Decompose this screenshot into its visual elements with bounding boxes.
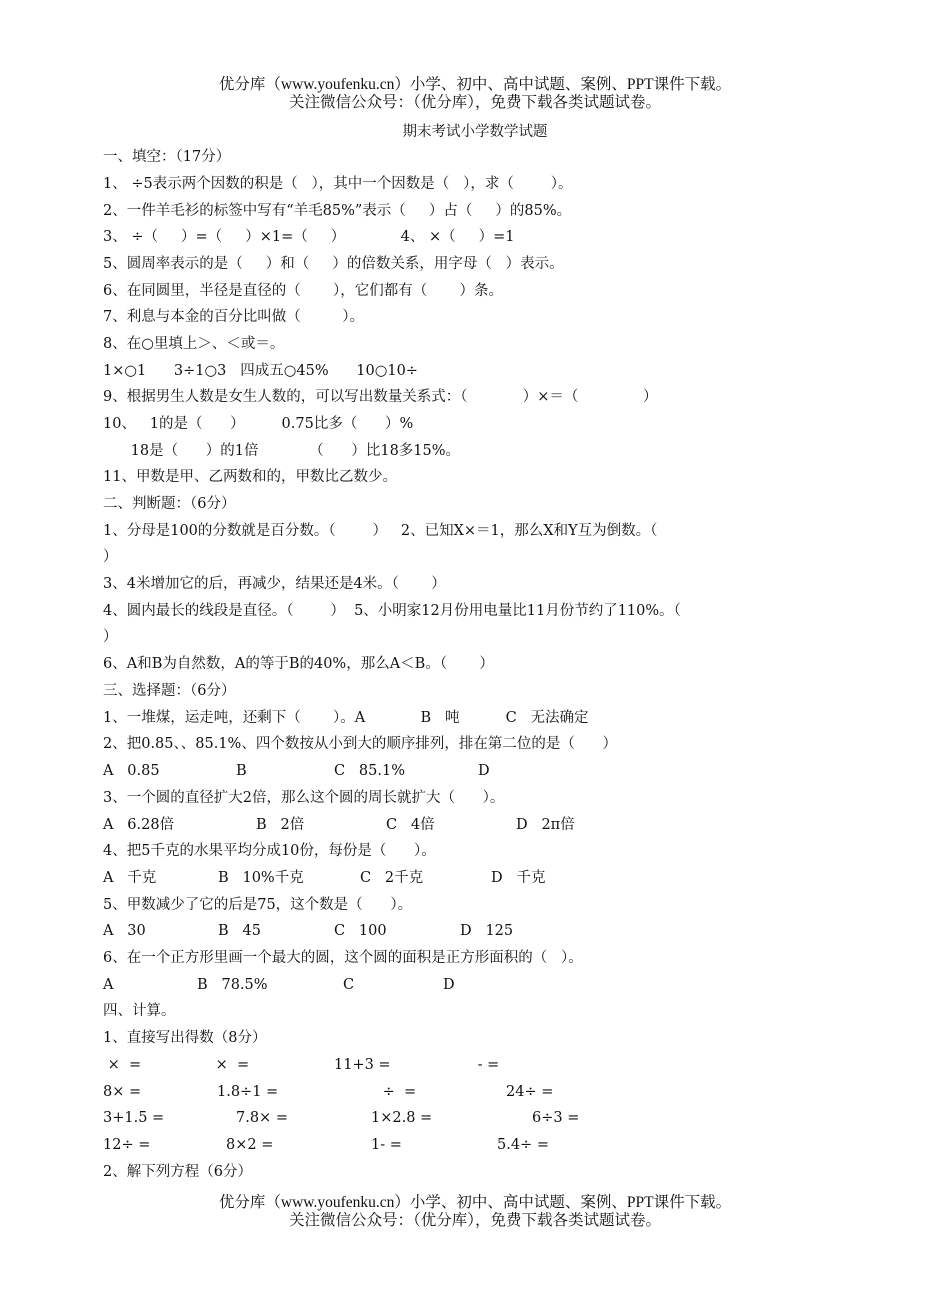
- choice-q4: 4、把5千克的水果平均分成10份，每份是（ ）。: [103, 843, 436, 859]
- calc-r2-c4: 24÷ =: [506, 1084, 554, 1100]
- fill-q1: 1、 ÷5表示两个因数的积是（ ），其中一个因数是（ ），求（ ）。: [103, 176, 573, 192]
- choice-q2-option-d: D: [478, 763, 490, 779]
- calc-r2-c1: 8× =: [103, 1084, 142, 1100]
- choice-q5-option-a: A 30: [103, 923, 146, 939]
- fill-q9: 9、根据男生人数是女生人数的，可以写出数量关系式：（ ）×＝（ ）: [103, 389, 658, 405]
- fill-q8: 8、在○里填上＞、＜或＝。: [103, 336, 285, 352]
- calc-r2-c2: 1.8÷1 =: [217, 1084, 279, 1100]
- footer-line-1: 优分库（www.youfenku.cn）小学、初中、高中试题、案例、PPT课件下载。: [218, 1194, 732, 1211]
- judge-q2-end: ）: [103, 549, 118, 565]
- fill-q2: 2、一件羊毛衫的标签中写有“羊毛85%”表示（ ）占（ ）的85%。: [103, 203, 572, 219]
- exam-title: 期末考试小学数学试题: [402, 124, 548, 140]
- choice-q4-option-b: B 10%千克: [218, 870, 304, 886]
- calc-r3-c2: 7.8× =: [236, 1110, 288, 1126]
- judge-q3: 3、4米增加它的后，再减少，结果还是4米。（ ）: [103, 576, 446, 592]
- calc-r3-c4: 6÷3 =: [532, 1110, 580, 1126]
- calc-r4-c4: 5.4÷ =: [497, 1137, 549, 1153]
- footer-line-2: 关注微信公众号：（优分库），免费下载各类试题试卷。: [288, 1212, 661, 1229]
- fill-q11: 11、甲数是甲、乙两数和的，甲数比乙数少。: [103, 469, 397, 485]
- section-2-title: 二、判断题：（6分）: [103, 496, 236, 512]
- choice-q2-option-c: C 85.1%: [334, 763, 405, 779]
- calc-r2-c3: ÷ =: [378, 1084, 417, 1100]
- choice-q3-option-c: C 4倍: [386, 817, 435, 833]
- section-4-title: 四、计算。: [103, 1003, 176, 1019]
- choice-q4-option-d: D 千克: [491, 870, 546, 886]
- choice-q5-option-b: B 45: [218, 923, 261, 939]
- header-line-2: 关注微信公众号：（优分库），免费下载各类试题试卷。: [288, 94, 661, 111]
- choice-q3: 3、一个圆的直径扩大2倍，那么这个圆的周长就扩大（ ）。: [103, 790, 505, 806]
- choice-q5: 5、甲数减少了它的后是75，这个数是（ ）。: [103, 897, 413, 913]
- judge-q4-q5: 4、圆内最长的线段是直径。（ ） 5、小明家12月份用电量比11月份节约了110%。（: [103, 603, 681, 619]
- section-1-title: 一、填空：（17分）: [103, 149, 231, 165]
- calc-r4-c1: 12÷ =: [103, 1137, 151, 1153]
- header-line-1: 优分库（www.youfenku.cn）小学、初中、高中试题、案例、PPT课件下载。: [218, 76, 732, 93]
- choice-q4-option-c: C 2千克: [360, 870, 424, 886]
- section-3-title: 三、选择题：（6分）: [103, 683, 236, 699]
- calc-sub2: 2、解下列方程（6分）: [103, 1164, 252, 1180]
- fill-q8-items: 1×○1 3÷1○3 四成五○45% 10○10÷: [103, 363, 418, 379]
- calc-r4-c3: 1- =: [371, 1137, 402, 1153]
- choice-q2-option-a: A 0.85: [103, 763, 160, 779]
- choice-q4-option-a: A 千克: [103, 870, 157, 886]
- fill-q7: 7、利息与本金的百分比叫做（ ）。: [103, 309, 364, 325]
- fill-q3-q4: 3、 ÷（ ）=（ ）×1=（ ） 4、 ×（ ）=1: [103, 229, 515, 245]
- choice-q6-option-d: D: [443, 977, 455, 993]
- judge-q5-end: ）: [103, 629, 118, 645]
- choice-q5-option-d: D 125: [460, 923, 514, 939]
- calc-r1-c2: × =: [211, 1057, 250, 1073]
- fill-q10-a: 10、 1的是（ ） 0.75比多（ ）%: [103, 416, 414, 432]
- calc-r1-c1: × =: [103, 1057, 142, 1073]
- choice-q1: 1、一堆煤，运走吨，还剩下（ ）。A B 吨 C 无法确定: [103, 710, 589, 726]
- fill-q10-b: 18是（ ）的1倍 （ ）比18多15%。: [103, 443, 461, 459]
- choice-q2: 2、把0.85、、85.1%、四个数按从小到大的顺序排列，排在第二位的是（ ）: [103, 736, 617, 752]
- calc-sub1: 1、直接写出得数（8分）: [103, 1030, 267, 1046]
- calc-r3-c1: 3+1.5 =: [103, 1110, 165, 1126]
- choice-q3-option-a: A 6.28倍: [103, 817, 175, 833]
- fill-q5: 5、圆周率表示的是（ ）和（ ）的倍数关系，用字母（ ）表示。: [103, 256, 564, 272]
- choice-q5-option-c: C 100: [334, 923, 387, 939]
- choice-q6-option-a: A: [103, 977, 114, 993]
- calc-r1-c3: 11+3 =: [334, 1057, 391, 1073]
- choice-q6-option-c: C: [343, 977, 355, 993]
- fill-q6: 6、在同圆里，半径是直径的（ ），它们都有（ ）条。: [103, 283, 504, 299]
- choice-q2-option-b: B: [236, 763, 247, 779]
- calc-r3-c3: 1×2.8 =: [371, 1110, 433, 1126]
- choice-q6: 6、在一个正方形里画一个最大的圆，这个圆的面积是正方形面积的（ ）。: [103, 950, 583, 966]
- choice-q3-option-d: D 2π倍: [516, 817, 575, 833]
- judge-q6: 6、A和B为自然数，A的等于B的40%，那么A＜B。（ ）: [103, 656, 494, 672]
- calc-r4-c2: 8×2 =: [226, 1137, 274, 1153]
- calc-r1-c4: - =: [473, 1057, 500, 1073]
- choice-q3-option-b: B 2倍: [256, 817, 305, 833]
- choice-q6-option-b: B 78.5%: [197, 977, 268, 993]
- judge-q1-q2: 1、分母是100的分数就是百分数。（ ） 2、已知X×＝1，那么X和Y互为倒数。（: [103, 523, 658, 539]
